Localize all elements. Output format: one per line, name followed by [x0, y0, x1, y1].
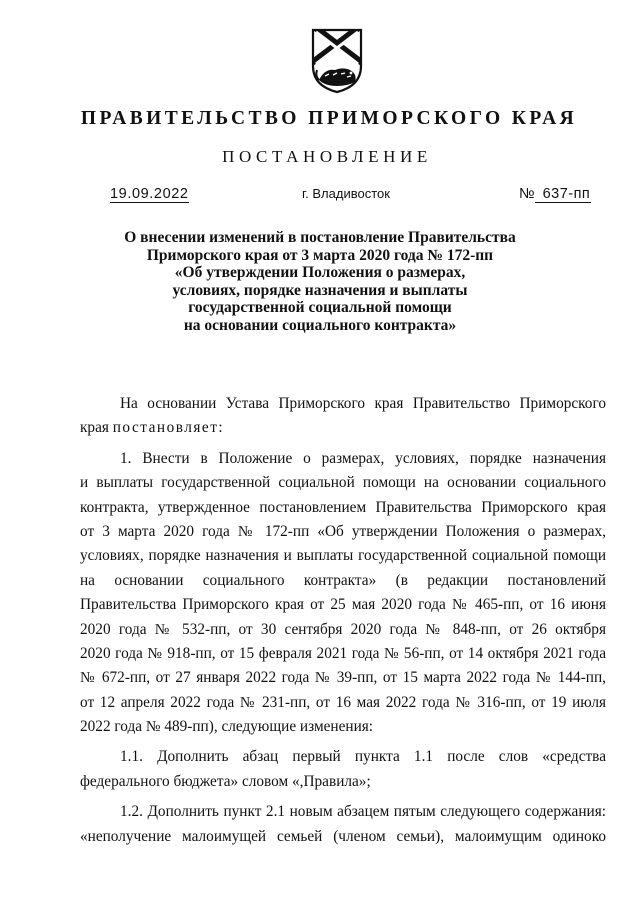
item-1-line: контракта, утвержденное постановлением Правительства Приморского края	[80, 498, 606, 516]
item-1-line: 2020 года № 532-пп, от 30 сентября 2020 года № 848-пп, от 26 октября	[80, 620, 606, 638]
item-1-line: от 12 апреля 2022 года № 231-пп, от 16 мая 2022 года № 316-пп, от 19 июля	[80, 693, 606, 711]
heading-line: О внесении изменений в постановление Правительства	[124, 229, 516, 246]
item-1-1-line: 1.1. Дополнить абзац первый пункта 1.1 после слов «средства	[120, 748, 606, 766]
heading-line: «Об утверждении Положения о размерах,	[174, 264, 466, 281]
item-1-1-line: федерального бюджета» словом «,Правила»;	[80, 772, 371, 790]
heading-line: государственной социальной помощи	[188, 299, 452, 316]
item-1-line: 2020 года № 918-пп, от 15 февраля 2021 года № 56-пп, от 14 октября 2021 года	[80, 644, 606, 662]
item-1-line: 2022 года № 489-пп), следующие изменения:	[80, 718, 374, 736]
item-1-line: Правительства Приморского края от 25 мая 2020 года № 465-пп, от 16 июня	[80, 596, 606, 614]
item-1-line: и выплаты государственной социальной помощи на основании социального	[80, 474, 606, 492]
coat-of-arms-emblem	[311, 28, 363, 94]
heading-line: Приморского края от 3 марта 2020 года № 172-пп	[146, 246, 494, 264]
document-city: г. Владивосток	[302, 186, 390, 201]
intro-text: края	[80, 419, 113, 437]
document-number-value: 637-пп	[535, 186, 592, 203]
document-number	[519, 186, 591, 203]
item-1-2-line: 1.2. Дополнить пункт 2.1 новым абзацем пятым следующего содержания:	[120, 803, 606, 821]
item-1-line: от 3 марта 2020 года № 172-пп «Об утверждении Положения о размерах,	[80, 522, 606, 540]
document-number-prefix: №	[519, 186, 535, 202]
resolves-word: постановляет:	[112, 419, 225, 437]
document-heading	[100, 229, 540, 334]
item-1-line: условиях, порядке назначения и выплаты государственной социальной помощи	[80, 547, 606, 565]
intro-line	[80, 416, 606, 440]
heading-line: на основании социального контракта»	[183, 316, 457, 334]
item-1-line: 1. Внести в Положение о размерах, условиях, порядке назначения	[120, 449, 606, 467]
document-date	[110, 186, 189, 202]
heading-line: условиях, порядке назначения и выплаты	[172, 281, 468, 299]
document-body	[80, 392, 606, 849]
item-1-2-line: «неполучение малоимущей семьей (членом семьи), малоимущим одиноко	[80, 827, 606, 845]
document-type: ПОСТАНОВЛЕНИЕ	[222, 147, 432, 166]
intro-line: На основании Устава Приморского края Правительство Приморского	[120, 395, 606, 412]
government-title: ПРАВИТЕЛЬСТВО ПРИМОРСКОГО КРАЯ	[80, 108, 578, 129]
item-1-line: на основании социального контракта» (в редакции постановлений	[80, 571, 606, 589]
item-1-line: № 672-пп, от 27 января 2022 года № 39-пп, от 15 марта 2022 года № 144-пп,	[80, 669, 606, 687]
document-date-value: 19.09.2022	[110, 186, 189, 202]
